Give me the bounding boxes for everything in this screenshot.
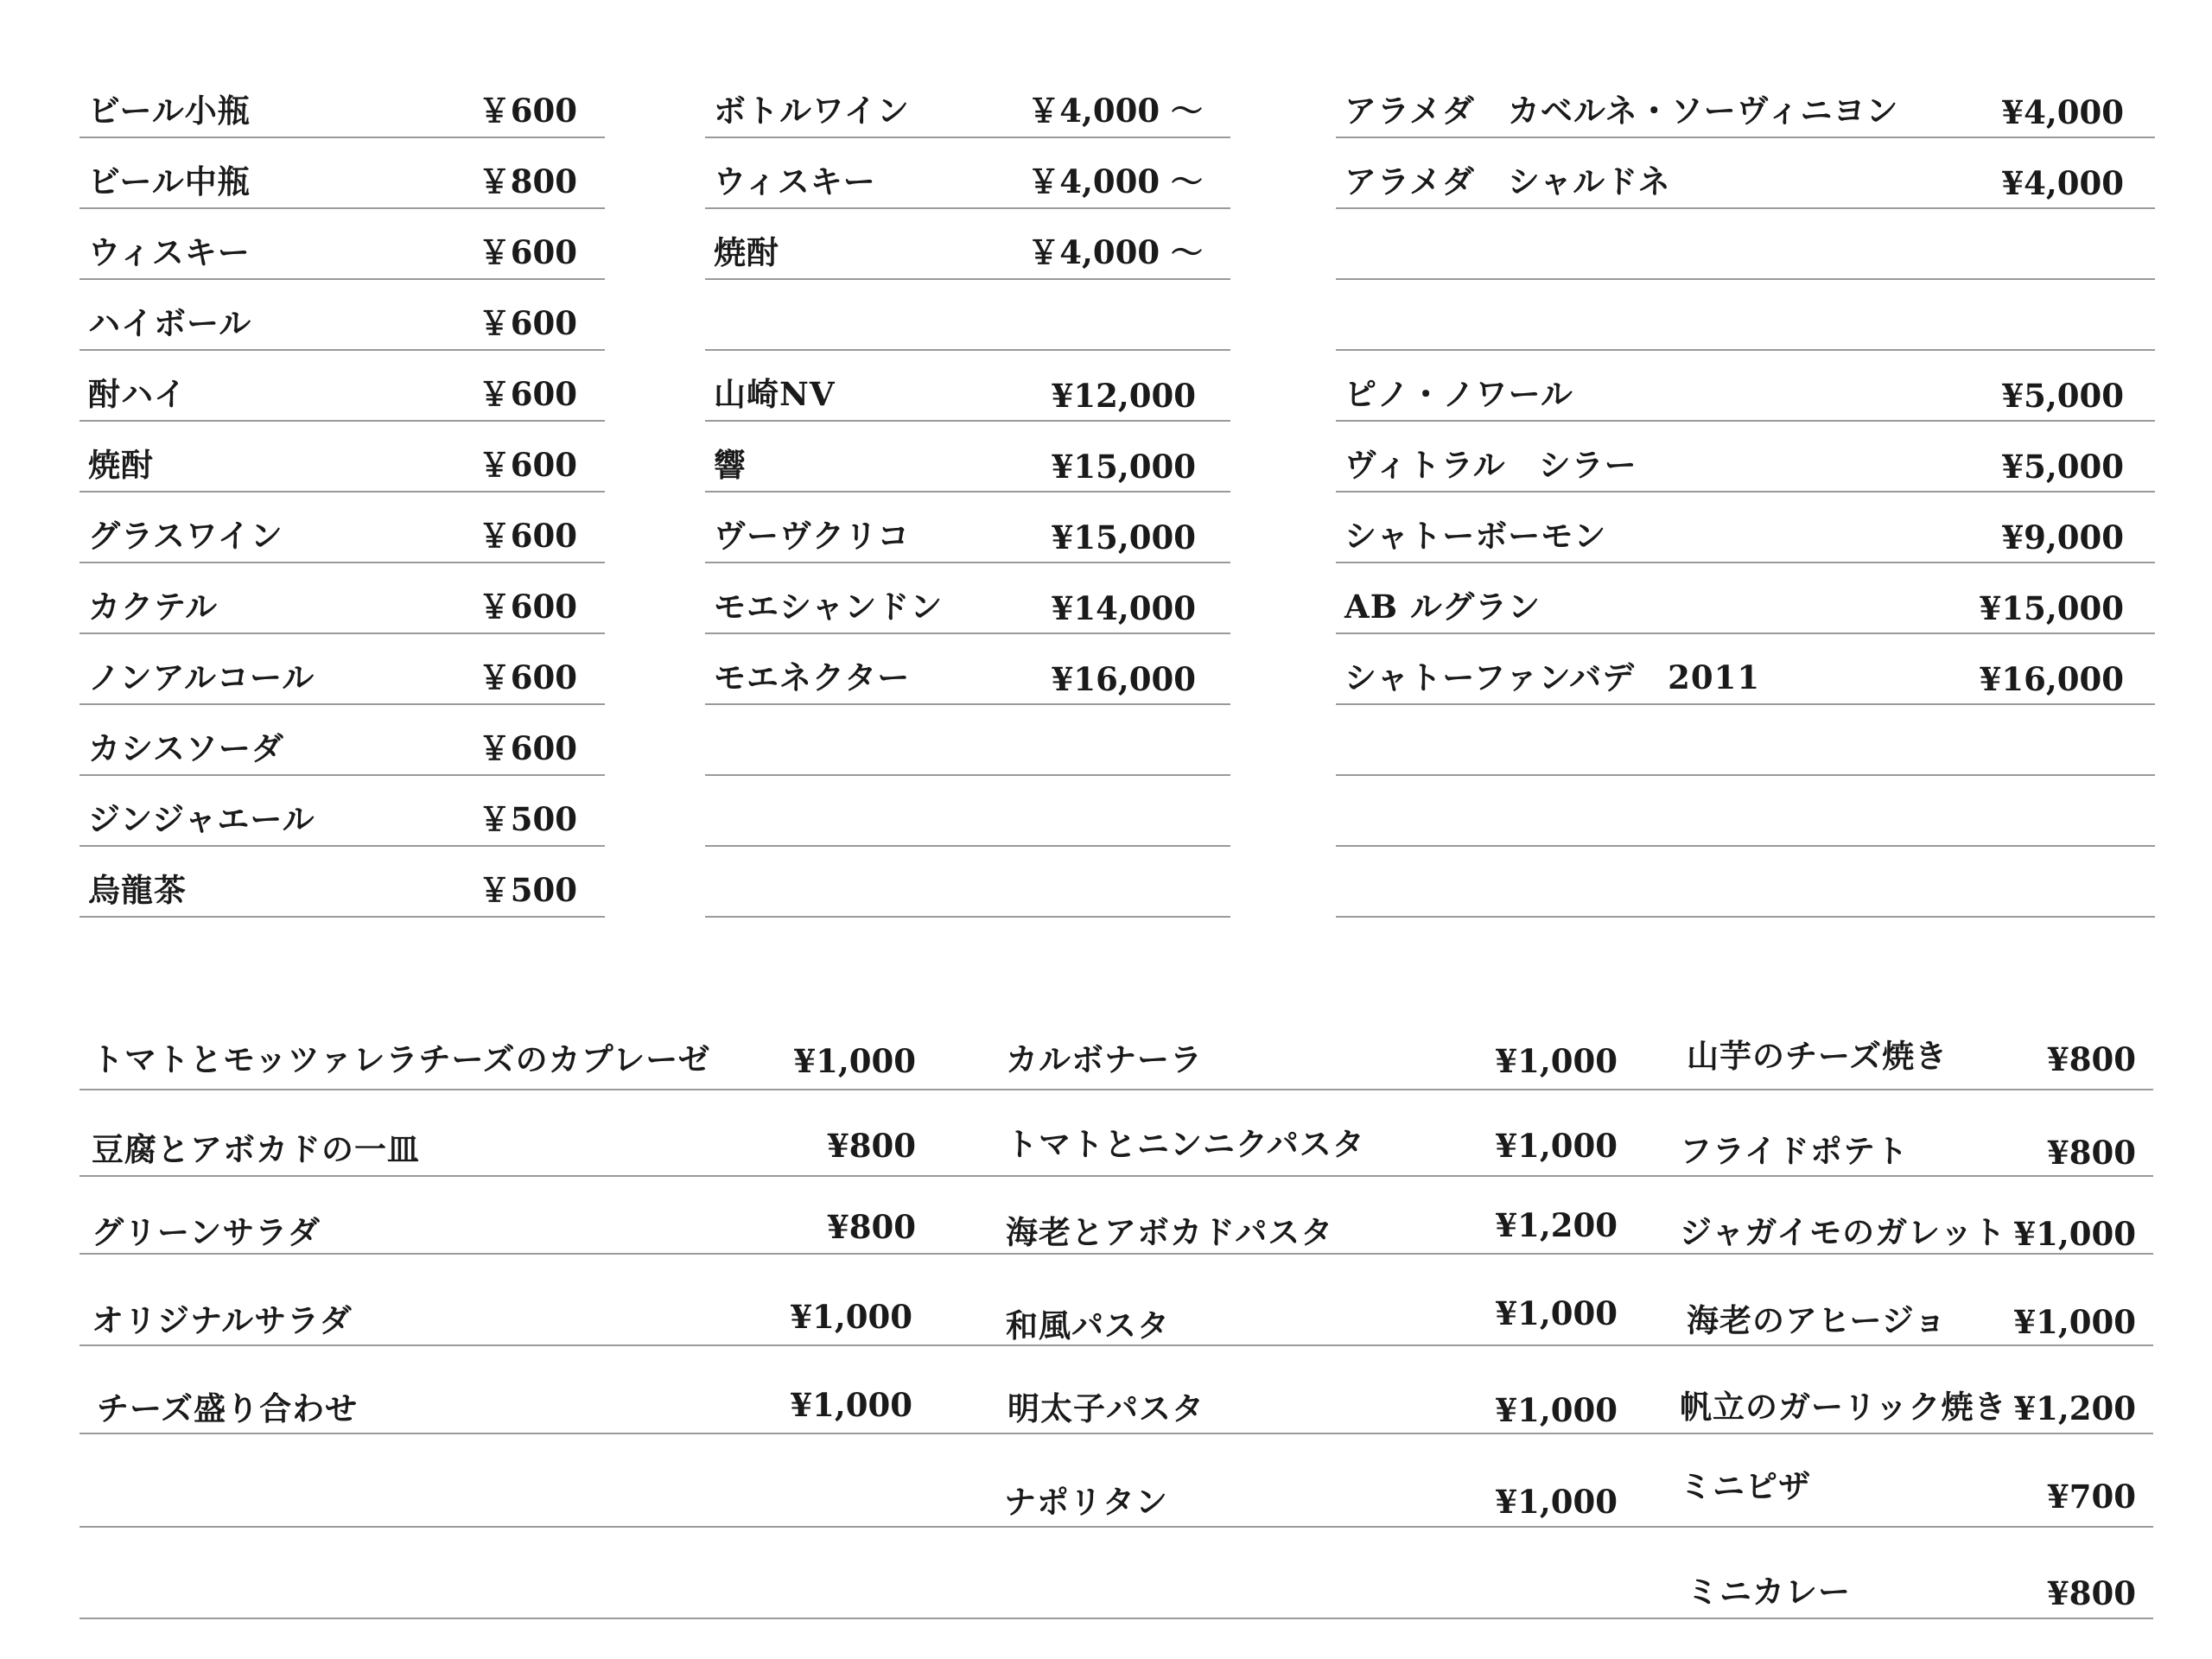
menu-row — [79, 847, 605, 918]
menu-row — [79, 422, 605, 493]
menu-row — [1669, 1090, 2153, 1177]
item-name: トマトとニンニクパスタ — [1006, 1125, 1365, 1163]
item-price: ¥1,000 — [2013, 1215, 2136, 1253]
item-price: ¥800 — [2047, 1574, 2136, 1612]
menu-row — [705, 705, 1230, 776]
item-price: ¥1,000 — [2013, 1303, 2136, 1341]
item-name: 山芋のチーズ焼き — [1687, 1037, 1948, 1075]
item-price: ¥1,000 — [1495, 1483, 1618, 1521]
menu-row — [705, 776, 1230, 847]
item-name: オリジナルサラダ — [92, 1301, 353, 1339]
item-price: ¥700 — [2047, 1478, 2136, 1516]
menu-row — [705, 280, 1230, 351]
menu-row — [705, 847, 1230, 918]
item-name: トマトとモッツァレラチーズのカプレーゼ — [92, 1040, 711, 1078]
menu-row — [1336, 563, 2155, 634]
menu-row — [79, 351, 605, 422]
item-name: 焼酎 — [88, 446, 154, 484]
item-name: ウィスキー — [88, 233, 251, 271]
item-price: ¥4,000 — [2001, 93, 2124, 131]
menu-row — [1669, 1255, 2153, 1346]
item-name: 豆腐とアボカドの一皿 — [92, 1130, 420, 1168]
item-price: ￥600 — [478, 658, 577, 696]
item-name: ミニカレー — [1687, 1573, 1851, 1611]
item-name: ビール中瓶 — [88, 162, 251, 200]
item-price: ¥16,000 — [1051, 660, 1196, 698]
menu-row — [705, 138, 1230, 209]
item-price: ￥4,000 ～ — [1027, 162, 1203, 200]
menu-row — [1336, 705, 2155, 776]
item-name: 和風パスタ — [1006, 1306, 1170, 1344]
item-name: モエネクター — [714, 658, 911, 696]
menu-row — [1336, 493, 2155, 563]
item-price: ¥1,000 — [1495, 1294, 1618, 1332]
menu-row — [995, 1346, 1618, 1434]
menu-row — [79, 138, 605, 209]
item-price: ￥600 — [478, 517, 577, 555]
item-price: ￥500 — [478, 800, 577, 838]
item-price: ¥4,000 — [2001, 164, 2124, 202]
menu-row — [1336, 351, 2155, 422]
item-price: ¥12,000 — [1051, 377, 1196, 415]
item-price: ¥1,000 — [1495, 1391, 1618, 1429]
menu-row — [1669, 1528, 2153, 1619]
item-price: ¥1,000 — [1495, 1042, 1618, 1080]
item-name: AB ルグラン — [1344, 588, 1541, 626]
item-price: ¥9,000 — [2001, 518, 2124, 556]
item-name: アラメダ シャルドネ — [1344, 162, 1671, 200]
item-price: ¥800 — [2047, 1134, 2136, 1172]
item-price: ¥1,200 — [1495, 1206, 1618, 1244]
item-name: 帆立のガーリック焼き — [1680, 1388, 2007, 1426]
menu-row — [79, 634, 605, 705]
item-price: ¥15,000 — [1979, 589, 2124, 627]
menu-row — [705, 493, 1230, 563]
menu-row — [79, 493, 605, 563]
item-price: ¥800 — [827, 1127, 916, 1165]
menu-row — [995, 1528, 1618, 1619]
menu-row — [79, 280, 605, 351]
menu-row — [79, 1346, 912, 1434]
item-name: ボトルワイン — [714, 92, 910, 130]
item-price: ¥1,000 — [1495, 1127, 1618, 1165]
menu-row — [705, 209, 1230, 280]
item-price: ¥14,000 — [1051, 589, 1196, 627]
item-price: ¥1,000 — [790, 1386, 912, 1424]
item-name: ミニピザ — [1680, 1467, 1811, 1505]
menu-row — [1669, 1434, 2153, 1528]
menu-row — [1336, 209, 2155, 280]
food-column-2 — [995, 994, 1618, 1633]
item-name: カクテル — [88, 588, 219, 626]
item-name: アラメダ カベルネ・ソーヴィニヨン — [1344, 92, 1899, 130]
drinks-column-1 — [79, 0, 605, 933]
item-name: シャトーボーモン — [1344, 517, 1607, 555]
item-price: ￥4,000 ～ — [1027, 233, 1203, 271]
menu-row — [1669, 994, 2153, 1090]
menu-row — [1669, 1177, 2153, 1255]
item-name: 明太子パスタ — [1007, 1389, 1205, 1427]
menu-row — [995, 1255, 1618, 1346]
item-price: ￥600 — [478, 446, 577, 484]
item-price: ¥5,000 — [2001, 448, 2124, 486]
menu-row — [1336, 138, 2155, 209]
item-price: ￥500 — [478, 871, 577, 909]
menu-row — [705, 422, 1230, 493]
item-price: ¥1,000 — [790, 1298, 912, 1336]
item-name: ノンアルコール — [88, 658, 315, 696]
item-price: ¥1,000 — [793, 1042, 916, 1080]
menu-row — [79, 705, 605, 776]
item-name: ウィスキー — [714, 162, 876, 200]
item-name: チーズ盛り合わせ — [97, 1389, 359, 1427]
menu-row — [79, 776, 605, 847]
menu-row — [705, 351, 1230, 422]
item-name: カシスソーダ — [88, 729, 284, 767]
item-name: 海老とアボカドパスタ — [1006, 1213, 1334, 1251]
menu-row — [995, 1090, 1618, 1177]
food-menu — [79, 994, 2153, 1633]
item-price: ￥600 — [478, 92, 577, 130]
item-name: 響 — [714, 446, 747, 484]
item-price: ￥600 — [478, 375, 577, 413]
item-name: シャトーファンバデ 2011 — [1344, 658, 1761, 696]
item-name: フライドポテト — [1680, 1132, 1909, 1170]
item-name: 烏龍茶 — [88, 871, 187, 909]
item-name: ピノ・ノワール — [1344, 375, 1573, 413]
menu-row — [1669, 1346, 2153, 1434]
menu-row — [1336, 280, 2155, 351]
item-price: ￥4,000 ～ — [1027, 92, 1203, 130]
menu-row — [79, 69, 605, 138]
item-price: ¥16,000 — [1979, 660, 2124, 698]
item-price: ¥800 — [2047, 1040, 2136, 1078]
item-name: 酎ハイ — [88, 375, 187, 413]
item-name: ハイボール — [88, 304, 252, 342]
item-name: 山崎NV — [714, 375, 836, 413]
drinks-column-2 — [705, 0, 1230, 933]
item-price: ¥800 — [827, 1208, 916, 1246]
food-column-1 — [79, 994, 916, 1633]
item-price: ￥600 — [478, 729, 577, 767]
item-price: ￥600 — [478, 588, 577, 626]
item-name: 海老のアヒージョ — [1687, 1301, 1948, 1339]
drinks-column-3 — [1336, 0, 2155, 933]
item-price: ¥15,000 — [1051, 518, 1196, 556]
item-price: ¥1,200 — [2013, 1389, 2136, 1427]
menu-row — [1336, 634, 2155, 705]
item-price: ¥15,000 — [1051, 448, 1196, 486]
menu-row — [1336, 847, 2155, 918]
menu-row — [1336, 69, 2155, 138]
item-name: グラスワイン — [88, 517, 283, 555]
item-name: グリーンサラダ — [92, 1213, 321, 1251]
menu-row — [995, 1434, 1618, 1528]
item-name: ジャガイモのガレット — [1680, 1213, 2006, 1251]
item-name: ヴーヴクリコ — [714, 517, 911, 555]
item-price: ￥600 — [478, 233, 577, 271]
menu-row — [79, 1528, 840, 1619]
menu-row — [79, 1434, 840, 1528]
item-name: モエシャンドン — [714, 588, 944, 626]
menu-row — [995, 1177, 1618, 1255]
item-name: ジンジャエール — [88, 800, 315, 838]
item-name: ビール小瓶 — [88, 92, 251, 130]
menu-row — [79, 1177, 916, 1255]
item-name: ヴィトラル シラー — [1344, 446, 1637, 484]
item-price: ￥800 — [478, 162, 577, 200]
item-name: 焼酎 — [714, 233, 779, 271]
menu-row — [705, 69, 1230, 138]
menu-row — [1336, 776, 2155, 847]
menu-row — [79, 209, 605, 280]
item-name: カルボナーラ — [1006, 1040, 1203, 1078]
item-price: ￥600 — [478, 304, 577, 342]
menu-row — [79, 1255, 912, 1346]
item-name: ナポリタン — [1004, 1483, 1168, 1521]
food-column-3 — [1669, 994, 2153, 1633]
menu-row — [79, 994, 916, 1090]
item-price: ¥5,000 — [2001, 377, 2124, 415]
menu-row — [705, 563, 1230, 634]
menu-row — [79, 1090, 916, 1177]
menu-row — [995, 994, 1618, 1090]
menu-row — [1336, 422, 2155, 493]
menu-row — [79, 563, 605, 634]
menu-row — [705, 634, 1230, 705]
